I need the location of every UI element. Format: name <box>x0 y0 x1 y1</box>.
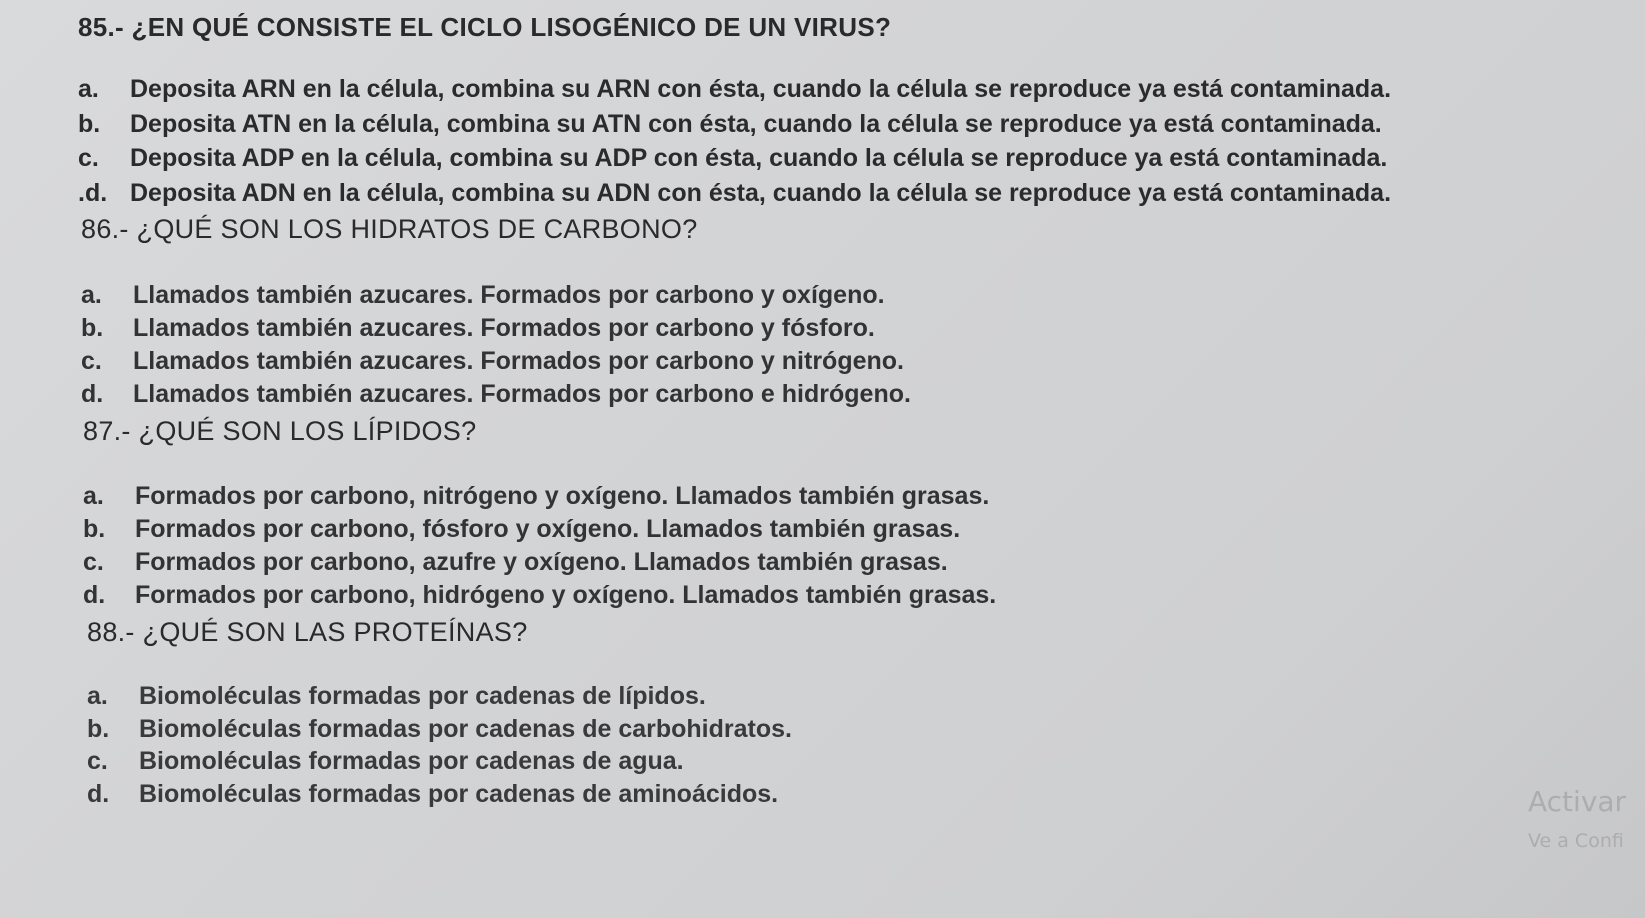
option-letter: c. <box>81 347 102 375</box>
option-text: Formados por carbono, hidrógeno y oxígeno. Llamados también grasas. <box>135 581 997 609</box>
option-letter: b. <box>83 515 106 543</box>
question-85-options <box>78 72 1391 210</box>
question-88-title: 88.- ¿QUÉ SON LAS PROTEÍNAS? <box>87 617 528 647</box>
option-text: Llamados también azucares. Formados por carbono y fósforo. <box>133 314 875 342</box>
option-text: Deposita ADP en la célula, combina su ADP con ésta, cuando la célula se reproduce ya está contaminada. <box>130 144 1388 172</box>
option-text: Deposita ARN en la célula, combina su ARN con ésta, cuando la célula se reproduce ya está contaminada. <box>130 75 1392 103</box>
option-text: Biomoléculas formadas por cadenas de carbohidratos. <box>139 714 792 743</box>
option-text: Llamados también azucares. Formados por carbono y oxígeno. <box>133 281 885 309</box>
option-text: Llamados también azucares. Formados por carbono y nitrógeno. <box>133 347 904 375</box>
option-letter: c. <box>78 144 99 172</box>
option-text: Deposita ATN en la célula, combina su ATN con ésta, cuando la célula se reproduce ya está contaminada. <box>130 109 1382 138</box>
question-86-title: 86.- ¿QUÉ SON LOS HIDRATOS DE CARBONO? <box>81 214 698 244</box>
option-88-a[interactable] <box>87 680 792 713</box>
option-88-d[interactable] <box>87 778 792 811</box>
option-87-c[interactable] <box>83 546 996 579</box>
option-85-a[interactable] <box>78 72 1391 107</box>
option-86-b[interactable] <box>81 312 911 345</box>
option-87-d[interactable] <box>83 579 996 612</box>
option-letter: a. <box>83 482 104 510</box>
option-86-a[interactable] <box>81 279 911 312</box>
option-letter: d. <box>83 581 106 609</box>
question-85-title: 85.- ¿EN QUÉ CONSISTE EL CICLO LISOGÉNICO DE UN VIRUS? <box>78 12 892 42</box>
option-letter: c. <box>87 747 108 775</box>
option-letter: .d. <box>78 178 108 207</box>
option-87-a[interactable] <box>83 480 996 513</box>
option-85-c[interactable] <box>78 141 1391 176</box>
activation-watermark-title: Activar <box>1528 785 1627 818</box>
question-87-options <box>83 480 996 612</box>
option-letter: b. <box>81 314 104 342</box>
option-86-d[interactable] <box>81 378 911 411</box>
option-text: Biomoléculas formadas por cadenas de agua. <box>139 747 684 775</box>
option-text: Formados por carbono, nitrógeno y oxígeno. Llamados también grasas. <box>135 482 990 510</box>
option-letter: a. <box>87 682 108 710</box>
option-88-c[interactable] <box>87 745 792 778</box>
option-text: Biomoléculas formadas por cadenas de lípidos. <box>139 682 706 710</box>
option-85-d[interactable] <box>78 176 1391 211</box>
option-text: Llamados también azucares. Formados por carbono e hidrógeno. <box>133 380 911 408</box>
option-letter: d. <box>81 380 104 408</box>
option-letter: a. <box>78 75 99 103</box>
option-86-c[interactable] <box>81 345 911 378</box>
option-letter: a. <box>81 281 102 309</box>
option-88-b[interactable] <box>87 713 792 746</box>
option-text: Deposita ADN en la célula, combina su ADN con ésta, cuando la célula se reproduce ya está contaminada. <box>130 178 1392 207</box>
option-text: Formados por carbono, azufre y oxígeno. Llamados también grasas. <box>135 548 948 576</box>
option-letter: c. <box>83 548 104 576</box>
option-87-b[interactable] <box>83 513 996 546</box>
option-letter: b. <box>78 109 101 138</box>
question-88-options <box>87 680 792 810</box>
option-letter: b. <box>87 714 110 743</box>
activation-watermark-subtitle: Ve a Confi <box>1528 830 1624 852</box>
option-text: Formados por carbono, fósforo y oxígeno. Llamados también grasas. <box>135 515 961 543</box>
option-text: Biomoléculas formadas por cadenas de aminoácidos. <box>139 779 779 808</box>
question-87-title: 87.- ¿QUÉ SON LOS LÍPIDOS? <box>83 416 477 446</box>
option-85-b[interactable] <box>78 107 1391 142</box>
question-86-options <box>81 279 911 411</box>
option-letter: d. <box>87 779 110 808</box>
